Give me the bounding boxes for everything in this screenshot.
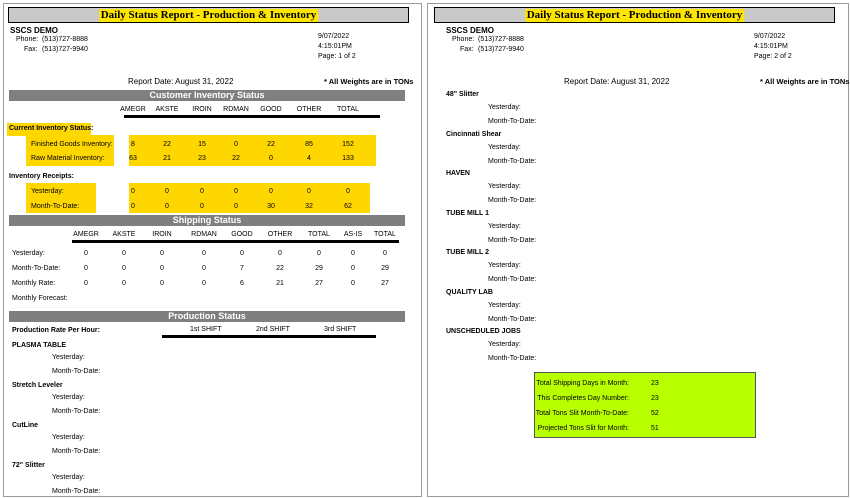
machine-yesterday-label: Yesterday: [52, 474, 85, 481]
shift-1-label: 1st SHIFT [190, 326, 222, 333]
shipping-cell: 22 [276, 265, 284, 272]
shipping-cell: 0 [351, 280, 355, 287]
machine-yesterday-label: Yesterday: [488, 262, 521, 269]
machine-name: PLASMA TABLE [12, 342, 67, 349]
machine-name: HAVEN [446, 170, 470, 177]
shipping-cell: 27 [381, 280, 389, 287]
receipts-cell: 0 [307, 188, 311, 195]
report-page-1 [3, 3, 422, 497]
inventory-cell: 133 [342, 155, 354, 162]
shipping-cell: 0 [84, 250, 88, 257]
shipping-row-label: Yesterday: [12, 250, 45, 257]
shipping-col-header: TOTAL [308, 231, 330, 238]
receipts-row-label: Yesterday: [31, 188, 64, 195]
machine-yesterday-label: Yesterday: [488, 301, 521, 309]
shipping-cell: 0 [317, 250, 321, 257]
shift-3-label: 3rd SHIFT [324, 326, 357, 333]
machine-name: TUBE MILL 2 [446, 249, 490, 256]
shipping-row-label: Monthly Rate: [12, 280, 56, 287]
receipts-cell: 0 [200, 203, 204, 210]
receipts-cell: 32 [305, 203, 313, 210]
receipts-cell: 30 [267, 203, 275, 210]
inventory-cell: 85 [305, 141, 313, 148]
inventory-col-amegr: AMEGR [120, 106, 146, 113]
shipping-col-header: IROIN [152, 231, 172, 238]
shipping-cell: 0 [160, 280, 164, 287]
shipping-cell: 29 [315, 265, 323, 272]
inventory-cell: 0 [234, 141, 238, 148]
machine-mtd-label: Month-To-Date: [488, 276, 537, 283]
summary-value: 52 [651, 410, 659, 417]
machine-name: CutLine [12, 422, 39, 429]
shipping-cell: 0 [383, 250, 387, 257]
machine-name: QUALITY LAB [446, 288, 493, 296]
shipping-col-header: AS-IS [343, 231, 363, 238]
machine-mtd-label: Month-To-Date: [488, 355, 537, 362]
summary-value: 23 [651, 380, 659, 387]
shipping-section-header: Shipping Status [9, 215, 405, 226]
report-title: Daily Status Report - Production & Inventory [100, 9, 317, 21]
shipping-cell: 7 [240, 265, 244, 272]
receipts-cell: 62 [344, 203, 352, 210]
report-title-p2: Daily Status Report - Production & Inventory [526, 9, 743, 21]
receipts-cell: 0 [234, 188, 238, 195]
machine-yesterday-label: Yesterday: [52, 394, 85, 401]
machine-name: UNSCHEDULED JOBS [446, 328, 521, 335]
shipping-cell: 0 [160, 265, 164, 272]
inventory-cell: 22 [232, 155, 240, 162]
inventory-cell: 63 [129, 155, 137, 162]
shipping-cell: 0 [84, 265, 88, 272]
inventory-header-rule [124, 115, 380, 118]
inventory-col-other: OTHER [296, 106, 322, 113]
inventory-row-label: Raw Material Inventory: [31, 155, 105, 162]
shipping-row-label: Monthly Forecast: [12, 295, 68, 302]
shipping-cell: 0 [122, 280, 126, 287]
shift-2-label: 2nd SHIFT [256, 326, 290, 333]
shipping-cell: 0 [160, 250, 164, 257]
machine-name: Cincinnati Shear [446, 130, 502, 138]
inventory-cell: 22 [163, 141, 171, 148]
shipping-col-header: RDMAN [191, 231, 217, 238]
inventory-receipts-label: Inventory Receipts: [9, 173, 74, 180]
print-date-p2: 9/07/2022 [754, 33, 786, 40]
receipts-cell: 0 [131, 188, 135, 195]
phone-label-p2: Phone: [452, 36, 475, 43]
machine-name: 72" Slitter [12, 462, 45, 469]
company-name-p2: SSCS DEMO [446, 26, 495, 35]
shipping-col-header: AMEGR [73, 231, 99, 238]
machine-mtd-label: Month-To-Date: [52, 488, 101, 495]
shipping-col-header: TOTAL [374, 231, 396, 238]
machine-yesterday-label: Yesterday: [488, 104, 521, 111]
shipping-cell: 0 [202, 265, 206, 272]
shipping-col-header: OTHER [267, 231, 293, 238]
summary-label: Total Tons Slit Month-To-Date: [535, 410, 629, 417]
shipping-cell: 0 [202, 280, 206, 287]
summary-value: 51 [651, 425, 659, 432]
shipping-cell: 0 [84, 280, 88, 287]
report-date: Report Date: August 31, 2022 [128, 77, 234, 86]
machine-mtd-label: Month-To-Date: [488, 118, 537, 125]
page-number: Page: 1 of 2 [318, 53, 356, 60]
summary-label: Projected Tons Slit for Month: [537, 425, 629, 432]
phone-value: (513)727-8888 [42, 36, 88, 43]
inventory-col-total: TOTAL [337, 106, 359, 113]
receipts-cell: 0 [269, 188, 273, 195]
shift-header-rule [162, 335, 376, 338]
report-page-2 [427, 3, 849, 497]
fax-value: (513)727-9940 [42, 46, 88, 53]
inventory-section-header: Customer Inventory Status [9, 90, 405, 101]
report-date-p2: Report Date: August 31, 2022 [564, 77, 670, 86]
page-number-p2: Page: 2 of 2 [754, 53, 792, 60]
shipping-cell: 0 [351, 265, 355, 272]
machine-mtd-label: Month-To-Date: [52, 368, 101, 375]
shipping-cell: 0 [202, 250, 206, 257]
machine-yesterday-label: Yesterday: [488, 341, 521, 348]
machine-name: Stretch Leveler [12, 382, 63, 389]
shipping-cell: 27 [315, 280, 323, 287]
receipts-cell: 0 [234, 203, 238, 210]
receipts-cell: 0 [131, 203, 135, 210]
production-section-header: Production Status [9, 311, 405, 322]
phone-label: Phone: [16, 36, 39, 43]
summary-box [534, 372, 756, 438]
machine-mtd-label: Month-To-Date: [52, 448, 101, 455]
inventory-col-good: GOOD [260, 106, 282, 113]
inventory-col-rdman: RDMAN [223, 106, 249, 113]
production-rate-label: Production Rate Per Hour: [12, 327, 100, 334]
company-name: SSCS DEMO [10, 26, 59, 35]
machine-yesterday-label: Yesterday: [488, 183, 521, 190]
inventory-col-akste: AKSTE [155, 106, 179, 113]
receipts-cell: 0 [165, 203, 169, 210]
machine-yesterday-label: Yesterday: [52, 434, 85, 441]
report-title-bar-p2 [434, 7, 835, 23]
shipping-cell: 21 [276, 280, 284, 287]
shipping-cell: 0 [122, 265, 126, 272]
current-inventory-label: Current Inventory Status: [9, 125, 94, 132]
machine-yesterday-label: Yesterday: [52, 354, 85, 361]
weights-note-p2: * All Weights are in TONs [760, 77, 850, 86]
print-date: 9/07/2022 [318, 33, 350, 40]
summary-label: Total Shipping Days in Month: [536, 380, 629, 387]
inventory-cell: 22 [267, 141, 275, 148]
machine-yesterday-label: Yesterday: [488, 222, 521, 230]
machine-name: 48" Slitter [446, 91, 479, 98]
summary-value: 23 [651, 395, 659, 402]
machine-mtd-label: Month-To-Date: [488, 315, 537, 323]
phone-value-p2: (513)727-8888 [478, 36, 524, 43]
machine-name: TUBE MILL 1 [446, 209, 490, 217]
fax-label-p2: Fax: [460, 46, 474, 53]
inventory-cell: 152 [342, 141, 354, 148]
machine-yesterday-label: Yesterday: [488, 143, 521, 151]
machine-mtd-label: Month-To-Date: [488, 197, 537, 204]
shipping-cell: 29 [381, 265, 389, 272]
inventory-row-label: Finished Goods Inventory: [31, 141, 113, 148]
receipts-cell: 0 [200, 188, 204, 195]
machine-mtd-label: Month-To-Date: [488, 157, 537, 165]
inventory-cell: 23 [198, 155, 206, 162]
shipping-col-header: AKSTE [112, 231, 136, 238]
fax-value-p2: (513)727-9940 [478, 46, 524, 53]
receipts-cell: 0 [346, 188, 350, 195]
inventory-cell: 15 [198, 141, 206, 148]
shipping-row-label: Month-To-Date: [12, 265, 61, 272]
print-time-p2: 4:15:01PM [754, 43, 788, 50]
report-title-bar [8, 7, 409, 23]
shipping-cell: 0 [122, 250, 126, 257]
shipping-cell: 0 [351, 250, 355, 257]
shipping-cell: 6 [240, 280, 244, 287]
machine-mtd-label: Month-To-Date: [52, 408, 101, 415]
inventory-cell: 21 [163, 155, 171, 162]
shipping-col-header: GOOD [231, 231, 253, 238]
weights-note: * All Weights are in TONs [324, 77, 414, 86]
shipping-cell: 0 [278, 250, 282, 257]
summary-label: This Completes Day Number: [537, 395, 629, 402]
receipts-cell: 0 [165, 188, 169, 195]
fax-label: Fax: [24, 46, 38, 53]
inventory-cell: 4 [307, 155, 311, 162]
inventory-cell: 8 [131, 141, 135, 148]
receipts-row-label: Month-To-Date: [31, 203, 80, 210]
print-time: 4:15:01PM [318, 43, 352, 50]
inventory-cell: 0 [269, 155, 273, 162]
shipping-header-rule [72, 240, 399, 243]
shipping-cell: 0 [240, 250, 244, 257]
inventory-col-iroin: IROIN [192, 106, 212, 113]
machine-mtd-label: Month-To-Date: [488, 236, 537, 244]
